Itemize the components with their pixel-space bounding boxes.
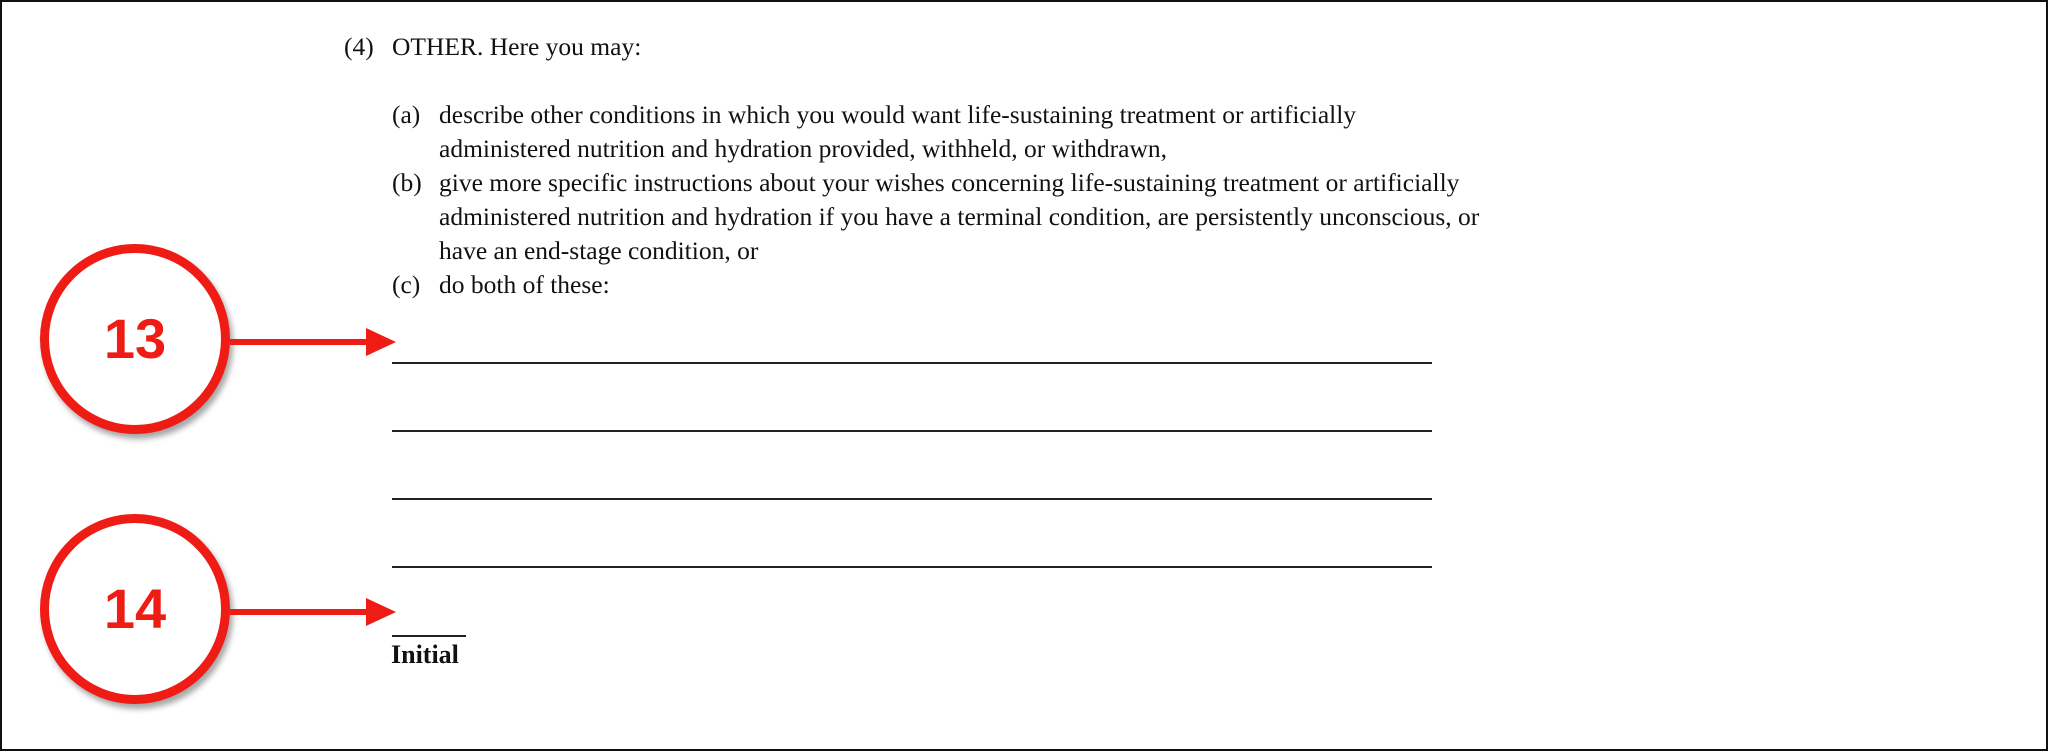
section-number: (4) [344, 32, 374, 61]
write-in-line-1[interactable] [392, 362, 1432, 364]
callout-13-arrow-icon [230, 324, 400, 360]
write-in-line-2[interactable] [392, 430, 1432, 432]
initial-line[interactable] [392, 635, 466, 637]
item-b-line-2: administered nutrition and hydration if you have a terminal condition, are persistently unconscious, or [439, 202, 1480, 231]
item-a-line-2: administered nutrition and hydration provided, withheld, or withdrawn, [439, 134, 1168, 163]
section-heading: OTHER. Here you may: [392, 32, 642, 61]
item-c-line-1: do both of these: [439, 270, 610, 299]
write-in-line-4[interactable] [392, 566, 1432, 568]
item-label-c: (c) [392, 270, 421, 299]
callout-13-number: 13 [103, 307, 167, 370]
callout-14-number: 14 [103, 577, 167, 640]
callout-13-circle [40, 244, 230, 434]
callout-14-circle [40, 514, 230, 704]
item-label-b: (b) [392, 168, 422, 197]
write-in-line-3[interactable] [392, 498, 1432, 500]
initial-label: Initial [391, 640, 459, 669]
callout-14-arrow-icon [230, 594, 400, 630]
item-b-line-3: have an end-stage condition, or [439, 236, 759, 265]
item-label-a: (a) [392, 100, 421, 129]
item-b-line-1: give more specific instructions about your wishes concerning life-sustaining treatment or artificially [439, 168, 1460, 197]
item-a-line-1: describe other conditions in which you would want life-sustaining treatment or artificially [439, 100, 1357, 129]
